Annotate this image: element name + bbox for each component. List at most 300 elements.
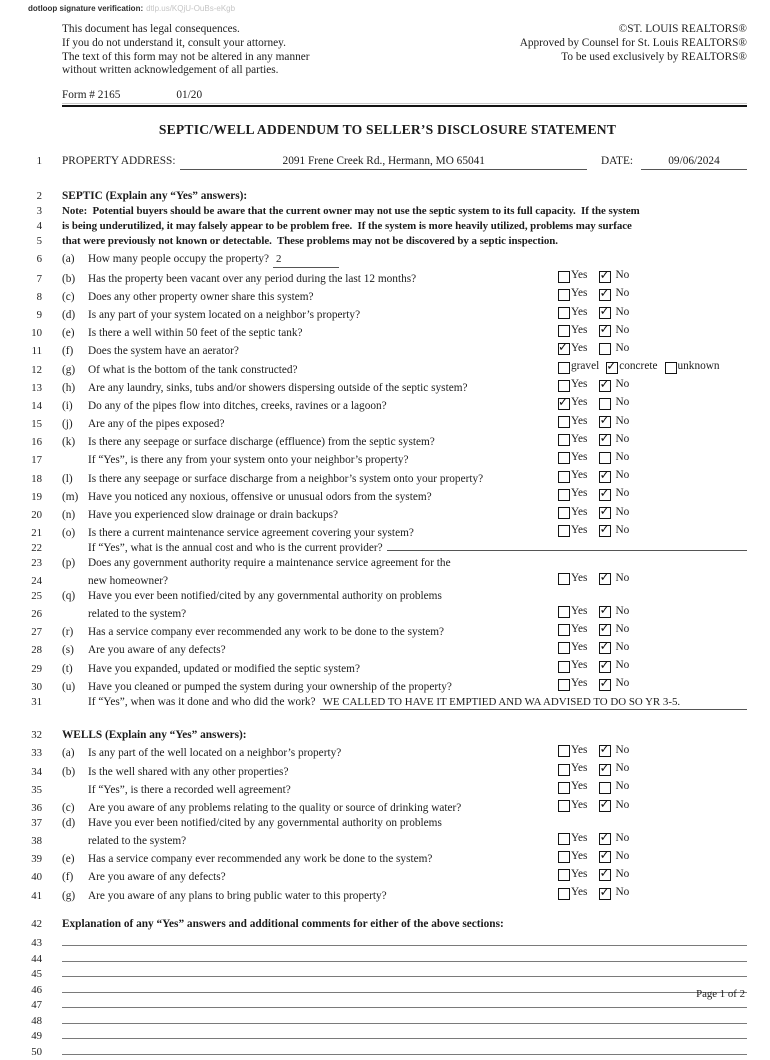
checkbox-no (599, 606, 611, 618)
form-line-28 (28, 640, 747, 658)
line-number: 16 (31, 436, 42, 449)
answer-cells (555, 867, 747, 882)
yes-label: Yes (571, 640, 588, 653)
line-number: 29 (31, 662, 42, 675)
checkbox-no (599, 800, 611, 812)
line-number: 47 (31, 999, 42, 1012)
form-line-13 (28, 377, 747, 395)
form-line-44 (28, 948, 747, 964)
question-text: related to the system? (88, 835, 187, 848)
no-label: No (615, 640, 630, 653)
no-label: No (615, 744, 630, 757)
form-number: Form # 2165 (62, 89, 121, 102)
form-line-14 (28, 395, 747, 413)
question-text: Have you experienced slow drainage or drain backups? (88, 509, 338, 521)
question-text: Does any government authority require a maintenance service agreement for the (88, 556, 451, 569)
line-number: 13 (31, 381, 42, 394)
question-text: Of what is the bottom of the tank constructed? (88, 363, 298, 376)
form-line-46 (28, 979, 747, 995)
yes-label: Yes (571, 831, 588, 844)
yes-label: Yes (571, 780, 588, 793)
item-letter: (e) (62, 853, 75, 866)
form-line-27 (28, 622, 747, 640)
item-letter: (t) (62, 662, 73, 675)
item-letter: (f) (62, 345, 74, 358)
question-text: Are you aware of any problems relating to the quality or source of drinking water? (88, 802, 462, 815)
yes-label: Yes (571, 762, 588, 775)
line-number: 43 (31, 937, 42, 950)
line-number: 40 (31, 871, 42, 884)
no-label: No (615, 762, 630, 775)
checkbox-no (599, 782, 611, 794)
question-text: new homeowner? (88, 574, 168, 587)
checkbox-yes (558, 271, 570, 283)
no-label: No (615, 523, 630, 536)
checkbox-yes (558, 851, 570, 863)
form-line-39 (28, 849, 747, 867)
no-label: No (615, 831, 630, 844)
item-letter: (o) (62, 527, 76, 540)
question-text: Are any of the pipes exposed? (88, 418, 225, 431)
form-line-36 (28, 798, 747, 816)
line-number: 6 (36, 253, 42, 266)
no-label: No (615, 604, 630, 617)
item-letter: (u) (62, 680, 76, 693)
option-label: gravel (571, 360, 600, 373)
line-number: 15 (31, 418, 42, 431)
section-heading: WELLS (Explain any “Yes” answers): (62, 729, 247, 742)
item-letter: (m) (62, 490, 79, 503)
checkbox-no (599, 525, 611, 537)
fill-field (387, 550, 747, 551)
item-letter: (e) (62, 327, 75, 340)
legal-notice (62, 23, 310, 78)
answer-cells (555, 761, 747, 776)
date-label: DATE: (600, 155, 633, 168)
item-letter: (r) (62, 626, 74, 639)
checkbox-yes (558, 507, 570, 519)
form-line-41 (28, 885, 747, 903)
write-in-line (62, 994, 747, 1008)
form-line-3 (28, 204, 747, 219)
form-line-48 (28, 1010, 747, 1026)
checkbox-unknown (665, 362, 677, 374)
fill-line (88, 541, 747, 556)
checkbox-yes (558, 782, 570, 794)
checkbox-no (599, 661, 611, 673)
answer-cells (555, 432, 747, 447)
form-line-24 (28, 571, 747, 589)
checkbox-no (599, 398, 611, 410)
no-label: No (615, 798, 630, 811)
property-address-label: PROPERTY ADDRESS: (62, 155, 176, 168)
form-line-18 (28, 468, 747, 486)
no-label: No (615, 659, 630, 672)
line-number: 10 (31, 327, 42, 340)
answer-cells (555, 798, 747, 813)
item-letter: (c) (62, 802, 75, 815)
option-label: concrete (619, 360, 658, 373)
line-number: 25 (31, 589, 42, 602)
answer-cells (555, 622, 747, 637)
yes-label: Yes (571, 868, 588, 881)
question-text: How many people occupy the property? (88, 253, 270, 266)
yes-label: Yes (571, 305, 588, 318)
no-label: No (615, 780, 630, 793)
page-title: SEPTIC/WELL ADDENDUM TO SELLER’S DISCLOSURE STATEMENT (158, 122, 617, 138)
line-number: 42 (31, 918, 42, 931)
checkbox-yes (558, 606, 570, 618)
checkbox-yes (558, 573, 570, 585)
date-field (641, 154, 747, 170)
line-number: 26 (31, 607, 42, 620)
checkbox-yes (558, 869, 570, 881)
item-letter: (c) (62, 290, 75, 303)
yes-label: Yes (571, 432, 588, 445)
fill-line (88, 695, 747, 711)
checkbox-no (599, 624, 611, 636)
item-letter: (n) (62, 509, 76, 521)
answer-cells (555, 658, 747, 673)
form-line-29 (28, 658, 747, 676)
form-line-19 (28, 486, 747, 504)
realtor-attribution (520, 23, 747, 78)
yes-label: Yes (571, 886, 588, 899)
yes-label: Yes (571, 849, 588, 862)
line-number: 44 (31, 952, 42, 965)
line-number: 37 (31, 816, 42, 829)
answer-cells (555, 743, 747, 758)
line-number: 45 (31, 968, 42, 981)
item-letter: (b) (62, 272, 76, 285)
line-number: 19 (31, 490, 42, 503)
checkbox-yes (558, 325, 570, 337)
yes-label: Yes (571, 341, 588, 354)
copyright-line: ©ST. LOUIS REALTORS® (618, 23, 747, 35)
checkbox-no (599, 745, 611, 757)
yes-label: Yes (571, 622, 588, 635)
no-label: No (615, 414, 630, 427)
form-line-25 (28, 589, 747, 604)
item-letter: (d) (62, 308, 76, 321)
question-text: Does the system have an aerator? (88, 345, 239, 358)
line-number: 20 (31, 509, 42, 521)
question-text: Have you ever been notified/cited by any governmental authority on problems (88, 816, 442, 829)
property-address-fields (42, 154, 747, 170)
item-letter: (k) (62, 436, 76, 449)
form-line-26 (28, 604, 747, 622)
line-number: 30 (31, 680, 42, 693)
form-line-8 (28, 286, 747, 304)
checkbox-yes (558, 471, 570, 483)
yes-label: Yes (571, 414, 588, 427)
checkbox-yes (558, 398, 570, 410)
line-number: 21 (31, 527, 42, 540)
date-value: 09/06/2024 (668, 155, 720, 168)
answer-cells (555, 831, 747, 846)
no-label: No (615, 269, 630, 282)
checkbox-yes (558, 525, 570, 537)
item-letter: (f) (62, 871, 74, 884)
line-number: 22 (31, 541, 42, 554)
form-line-45 (28, 963, 747, 979)
checkbox-no (599, 416, 611, 428)
line-number: 28 (31, 644, 42, 657)
item-letter: (a) (62, 747, 75, 760)
checkbox-no (599, 380, 611, 392)
checkbox-gravel (558, 362, 570, 374)
line-number: 39 (31, 853, 42, 866)
answer-cells (555, 286, 747, 301)
yes-label: Yes (571, 798, 588, 811)
question-text: Are you aware of any defects? (88, 644, 226, 657)
question-text: Have you expanded, updated or modified the septic system? (88, 662, 360, 675)
item-letter: (d) (62, 816, 76, 829)
answer-cells (555, 849, 747, 864)
section-heading: Explanation of any “Yes” answers and additional comments for either of the above sections: (62, 918, 504, 931)
note-text: Note: Potential buyers should be aware that the current owner may not use the septic system to its full capacity. If the system (62, 204, 640, 217)
document-header (62, 23, 747, 78)
line-number: 4 (36, 219, 42, 232)
fill-line (88, 252, 747, 268)
question-text: Is there a current maintenance service agreement covering your system? (88, 527, 414, 540)
yes-label: Yes (571, 323, 588, 336)
form-line-32 (28, 728, 747, 743)
form-line-6 (28, 252, 747, 268)
checkbox-no (599, 434, 611, 446)
question-text: If “Yes”, when was it done and who did the work? (88, 695, 316, 708)
form-line-21 (28, 523, 747, 541)
checkbox-no (599, 471, 611, 483)
exclusive-use-line: To be used exclusively by REALTORS® (561, 50, 747, 63)
checkbox-yes (558, 833, 570, 845)
no-label: No (615, 341, 630, 354)
line-number: 5 (36, 234, 42, 247)
checkbox-yes (558, 380, 570, 392)
yes-label: Yes (571, 604, 588, 617)
line-number: 7 (36, 272, 42, 285)
question-text: Is the well shared with any other properties? (88, 765, 289, 778)
question-text: If “Yes”, is there a recorded well agreement? (88, 783, 291, 796)
write-in-line (62, 979, 747, 993)
yes-label: Yes (571, 469, 588, 482)
write-in-line (62, 932, 747, 946)
checkbox-no (599, 507, 611, 519)
no-label: No (615, 451, 630, 464)
checkbox-yes (558, 452, 570, 464)
write-in-line (62, 948, 747, 962)
item-letter: (a) (62, 253, 75, 266)
no-label: No (615, 378, 630, 391)
answer-cells (555, 571, 747, 586)
answer-cells (555, 676, 747, 691)
write-in-line (62, 1041, 747, 1055)
yes-label: Yes (571, 677, 588, 690)
option-label: unknown (677, 360, 720, 373)
fill-value: WE CALLED TO HAVE IT EMPTIED AND WA ADVISED TO DO SO YR 3-5. (322, 695, 681, 708)
checkbox-no (599, 851, 611, 863)
no-label: No (615, 487, 630, 500)
yes-label: Yes (571, 744, 588, 757)
header-divider (62, 105, 747, 107)
question-text: Have you noticed any noxious, offensive or unusual odors from the system? (88, 490, 432, 503)
question-text: Is there a well within 50 feet of the septic tank? (88, 327, 303, 340)
answer-cells (555, 468, 747, 483)
answer-cells (555, 414, 747, 429)
section-heading: SEPTIC (Explain any “Yes” answers): (62, 190, 248, 203)
answer-cells (555, 779, 747, 794)
question-text: Is any part of your system located on a neighbor’s property? (88, 308, 361, 321)
page-number: Page 1 of 2 (696, 988, 745, 1000)
form-line-9 (28, 305, 747, 323)
no-label: No (615, 432, 630, 445)
form-line-5 (28, 234, 747, 249)
answer-cells (555, 885, 747, 900)
verification-link[interactable]: dtlp.us/KQjU-OuBs-eKgb (146, 4, 236, 13)
form-line-30 (28, 676, 747, 694)
line-number: 32 (31, 729, 42, 742)
line-number: 12 (31, 363, 42, 376)
form-line-40 (28, 867, 747, 885)
line-number: 34 (31, 765, 42, 778)
question-text: Have you cleaned or pumped the system during your ownership of the property? (88, 680, 452, 693)
question-text: Are you aware of any defects? (88, 871, 226, 884)
no-label: No (615, 287, 630, 300)
checkbox-yes (558, 624, 570, 636)
write-in-line (62, 963, 747, 977)
item-letter: (l) (62, 472, 73, 485)
line-number: 50 (31, 1045, 42, 1058)
no-label: No (615, 868, 630, 881)
question-text: If “Yes”, is there any from your system onto your neighbor’s property? (88, 454, 409, 467)
checkbox-no (599, 764, 611, 776)
property-address-field (180, 154, 587, 170)
form-line-42 (28, 917, 747, 932)
checkbox-no (599, 325, 611, 337)
form-line-34 (28, 761, 747, 779)
checkbox-yes (558, 434, 570, 446)
item-letter: (b) (62, 765, 76, 778)
question-text: Are any laundry, sinks, tubs and/or showers dispersing outside of the septic system? (88, 381, 468, 394)
line-number: 35 (31, 783, 42, 796)
question-text: If “Yes”, what is the annual cost and who is the current provider? (88, 541, 383, 554)
answer-cells (555, 486, 747, 501)
checkbox-yes (558, 416, 570, 428)
line-number: 49 (31, 1030, 42, 1043)
form-line-10 (28, 323, 747, 341)
question-text: Has a service company ever recommended any work to be done to the system? (88, 626, 445, 639)
line-number: 17 (31, 454, 42, 467)
item-letter: (g) (62, 363, 76, 376)
answer-cells (555, 323, 747, 338)
yes-label: Yes (571, 287, 588, 300)
form-line-2 (28, 189, 747, 204)
form-line-17 (28, 450, 747, 468)
item-letter: (s) (62, 644, 74, 657)
form-line-23 (28, 556, 747, 571)
form-line-43 (28, 932, 747, 948)
fill-field (320, 695, 747, 711)
checkbox-no (599, 289, 611, 301)
line-number: 18 (31, 472, 42, 485)
property-address-row (28, 154, 747, 170)
checkbox-no (599, 489, 611, 501)
question-text: Is there any seepage or surface discharge (effluence) from the septic system? (88, 436, 435, 449)
form-line-37 (28, 816, 747, 831)
line-number: 24 (31, 574, 42, 587)
checkbox-yes (558, 289, 570, 301)
legal-line: without written acknowledgement of all parties. (62, 64, 279, 77)
form-line-7 (28, 268, 747, 286)
form-revision-date: 01/20 (176, 89, 203, 102)
question-text: Has the property been vacant over any period during the last 12 months? (88, 272, 417, 285)
checkbox-concrete (606, 362, 618, 374)
yes-label: Yes (571, 523, 588, 536)
form-line-38 (28, 831, 747, 849)
no-label: No (615, 469, 630, 482)
checkbox-no (599, 271, 611, 283)
no-label: No (615, 849, 630, 862)
answer-cells (555, 305, 747, 320)
line-number: 48 (31, 1014, 42, 1027)
no-label: No (615, 505, 630, 518)
item-letter: (q) (62, 589, 76, 602)
checkbox-yes (558, 642, 570, 654)
no-label: No (615, 886, 630, 899)
write-in-line (62, 1025, 747, 1039)
form-line-35 (28, 779, 747, 797)
checkbox-no (599, 833, 611, 845)
form-line-33 (28, 743, 747, 761)
item-letter: (i) (62, 399, 73, 412)
line-number: 33 (31, 747, 42, 760)
line-number: 23 (31, 556, 42, 569)
line-number: 11 (31, 345, 42, 358)
fill-field (273, 252, 339, 268)
checkbox-yes (558, 489, 570, 501)
yes-label: Yes (571, 505, 588, 518)
verification-label: dotloop signature verification: (28, 4, 144, 13)
line-number: 9 (36, 308, 42, 321)
question-text: Does any other property owner share this system? (88, 290, 314, 303)
answer-cells (555, 505, 747, 520)
checkbox-yes (558, 745, 570, 757)
yes-label: Yes (571, 659, 588, 672)
property-address-value: 2091 Frene Creek Rd., Hermann, MO 65041 (282, 155, 485, 168)
line-number: 38 (31, 835, 42, 848)
form-line-31 (28, 695, 747, 711)
no-label: No (615, 677, 630, 690)
line-number: 27 (31, 626, 42, 639)
item-letter: (h) (62, 381, 76, 394)
form-number-row (62, 89, 747, 104)
yes-label: Yes (571, 378, 588, 391)
signature-verification-bar (28, 4, 747, 14)
form-line-47 (28, 994, 747, 1010)
form-line-12 (28, 359, 747, 377)
checkbox-yes (558, 679, 570, 691)
checkbox-yes (558, 764, 570, 776)
yes-label: Yes (571, 487, 588, 500)
no-label: No (615, 571, 630, 584)
line-number: 8 (36, 290, 42, 303)
checkbox-yes (558, 661, 570, 673)
question-text: Do any of the pipes flow into ditches, creeks, ravines or a lagoon? (88, 399, 387, 412)
answer-cells (555, 359, 747, 374)
line-number: 3 (36, 204, 42, 217)
form-line-20 (28, 505, 747, 523)
answer-cells (555, 377, 747, 392)
